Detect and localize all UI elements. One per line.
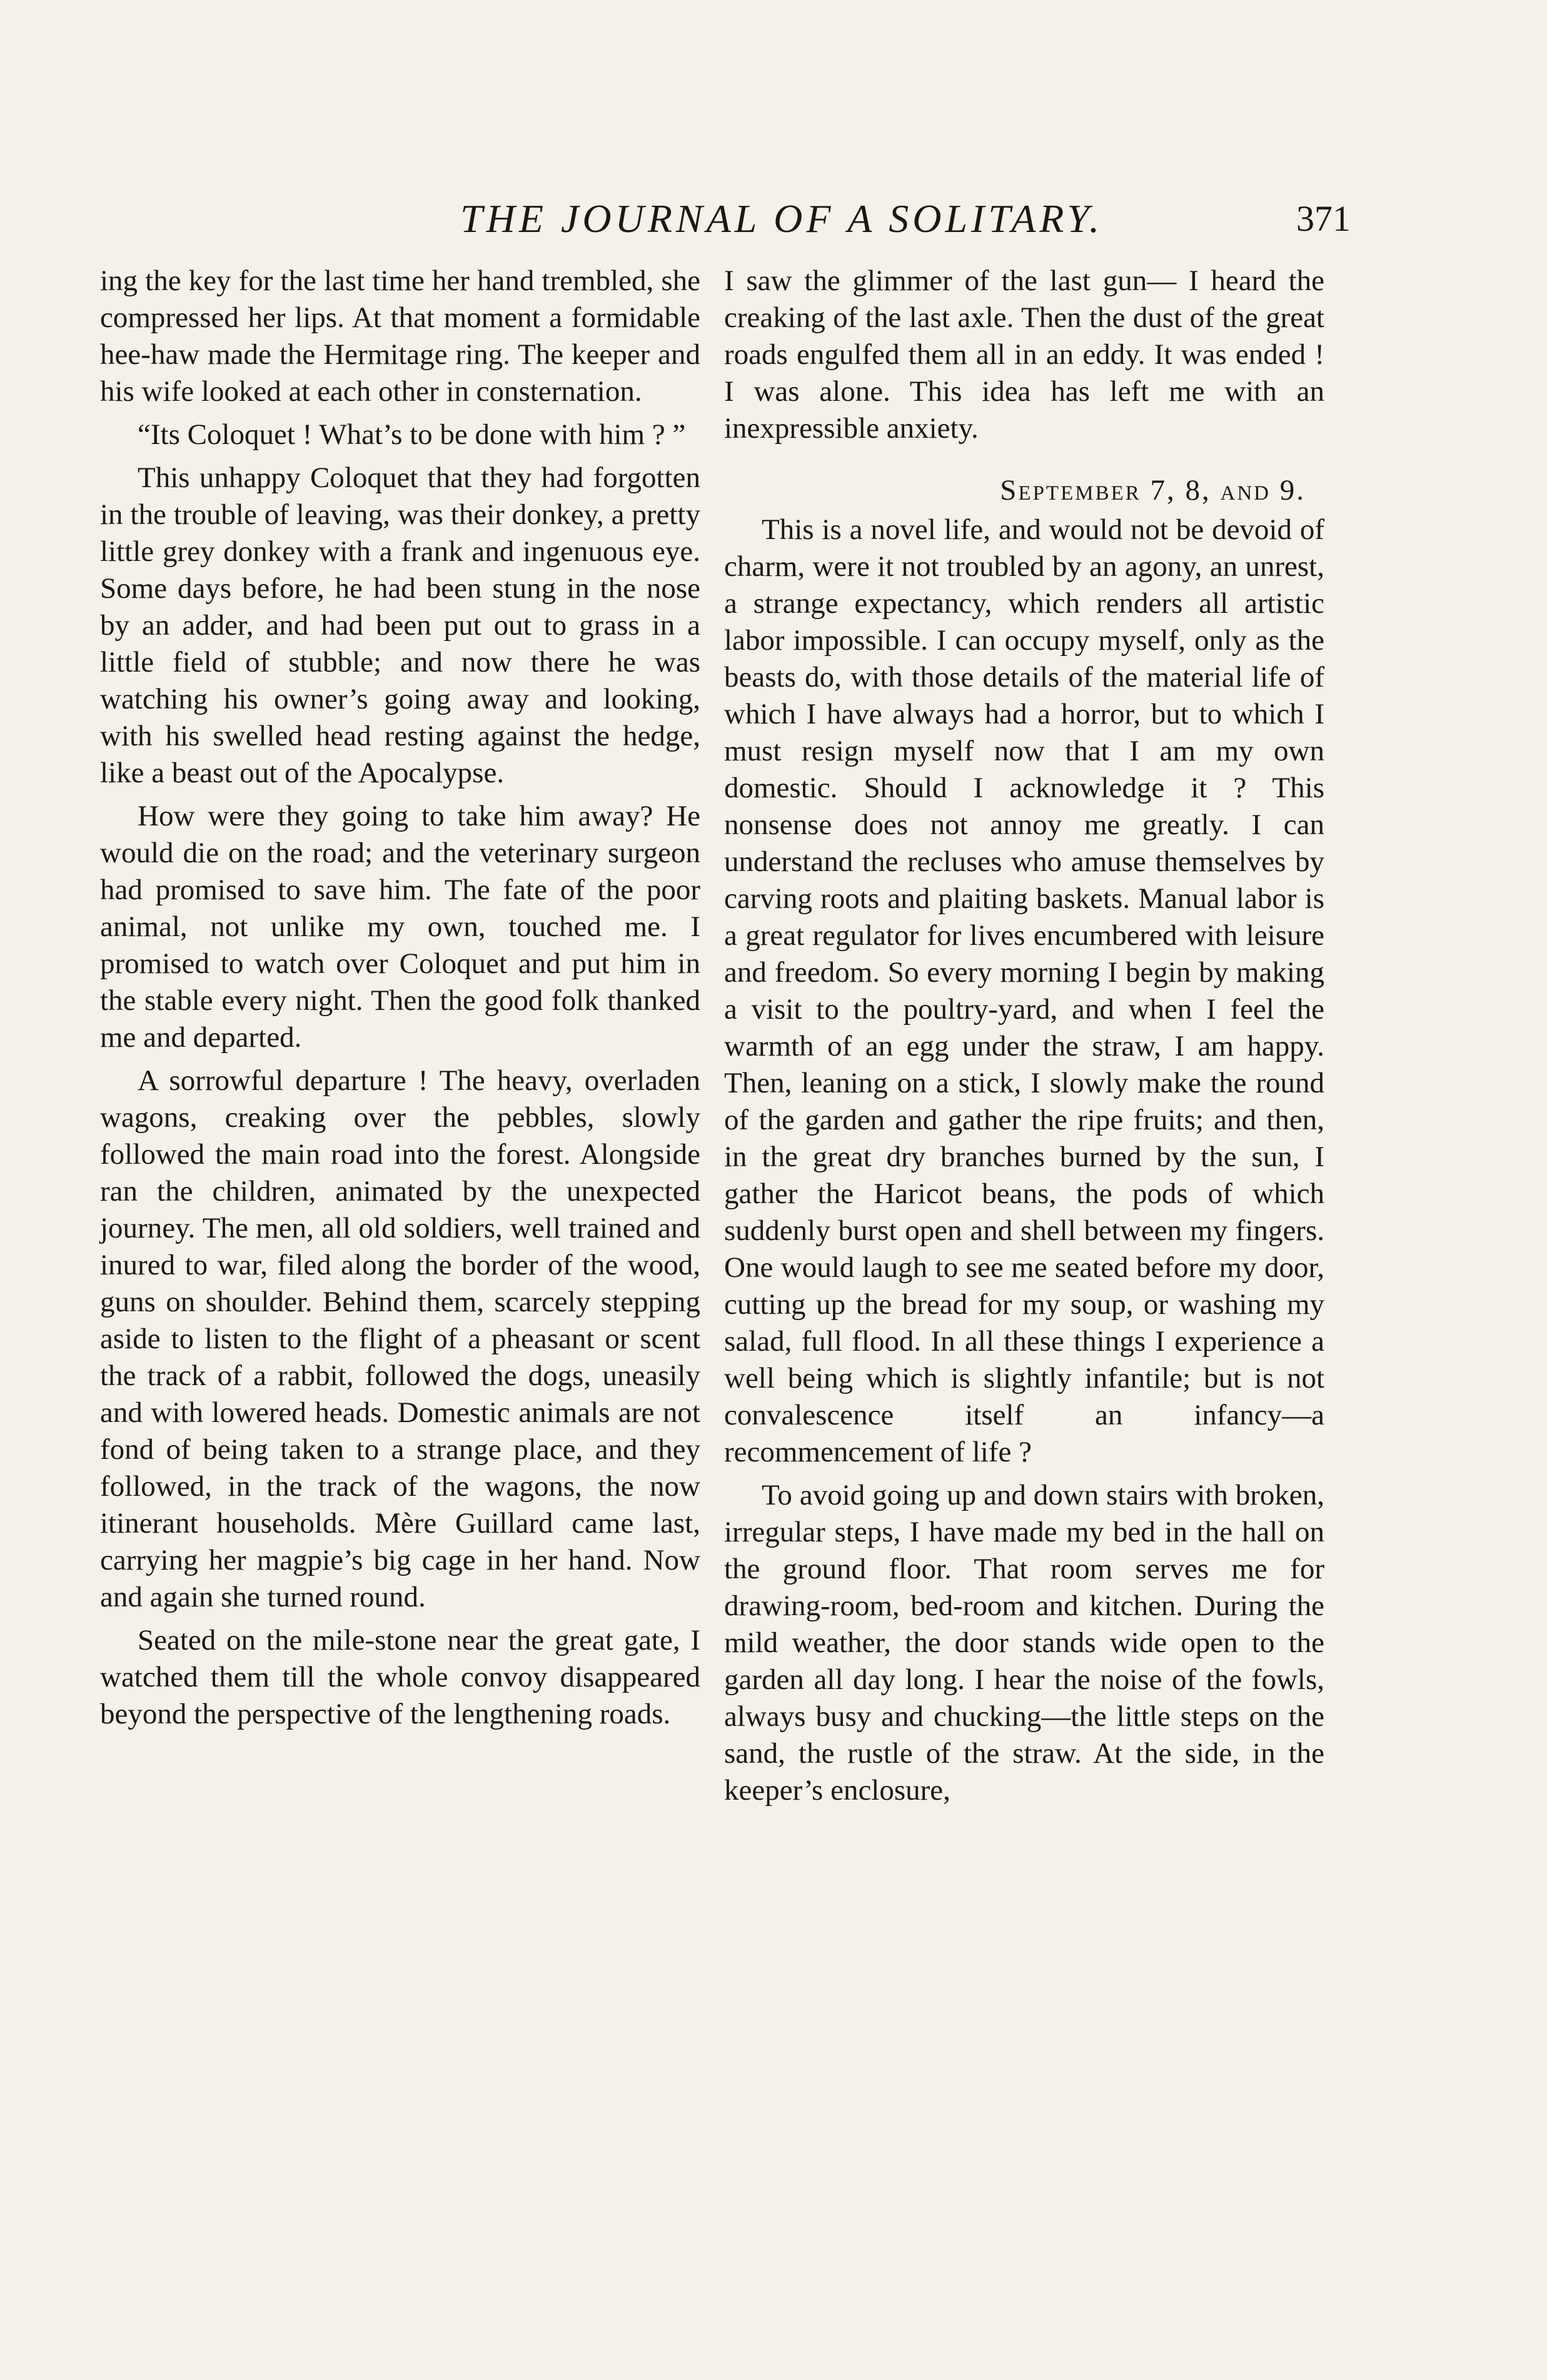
paragraph: This is a novel life, and would not be devoid of charm, were it not troubled by an agony, an unrest, a strange expectancy, which renders all artistic labor impossible. I can occupy myself, only as the beasts do, with those details of the material life of which I have always had a horror, but to which I must resign myself now that I am my own domestic. Should I acknowledge it ? This nonsense does not annoy me greatly. I can understand the recluses who amuse themselves by carving roots and plaiting baskets. Manual labor is a great regulator for lives encumbered with leisure and freedom. So every morning I begin by making a visit to the poultry-yard, and when I feel the warmth of an egg under the straw, I am happy. Then, leaning on a stick, I slowly make the round of the garden and gather the ripe fruits; and then, in the great dry branches burned by the sun, I gather the Haricot beans, the pods of which suddenly burst open and shell between my fingers. One would laugh to see me seated before my door, cutting up the bread for my soup, or washing my salad, full flood. In all these things I experience a well being which is slightly infantile; but is not convalescence itself an infancy—a recommencement of life ? xyxy=(724,513,1324,1468)
left-column xyxy=(100,263,700,1739)
date-heading: September 7, 8, and 9. xyxy=(1000,474,1306,507)
paragraph: A sorrowful departure ! The heavy, overladen wagons, creaking over the pebbles, slowly followed the main road into the forest. Alongside ran the children, animated by the unexpected journey. The men, all old soldiers, well trained and inured to war, filed along the border of the wood, guns on shoulder. Behind them, scarcely stepping aside to listen to the flight of a pheasant or scent the track of a rabbit, followed the dogs, uneasily and with lowered heads. Domestic animals are not fond of being taken to a strange place, and they followed, in the track of the wagons, the now itinerant households. Mère Guillard came last, carrying her magpie’s big cage in her hand. Now and again she turned round. xyxy=(100,1064,700,1613)
paragraph: “Its Coloquet ! What’s to be done with him ? ” xyxy=(138,418,686,451)
running-title: THE JOURNAL OF A SOLITARY. xyxy=(460,196,1103,241)
paragraph: To avoid going up and down stairs with broken, irregular steps, I have made my bed in the hall on the ground floor. That room serves me for drawing-room, bed-room and kitchen. During the mild weather, the door stands wide open to the garden all day long. I hear the noise of the fowls, always busy and chucking—the little steps on the sand, the rustle of the straw. At the side, in the keeper’s enclosure, xyxy=(724,1479,1324,1807)
page-number: 371 xyxy=(1296,198,1351,239)
paragraph: ing the key for the last time her hand trembled, she compressed her lips. At that moment a formidable hee-haw made the Hermitage ring. The keeper and his wife looked at each other in consternation. xyxy=(100,265,700,408)
page-header xyxy=(0,188,1547,250)
paragraph: How were they going to take him away? He would die on the road; and the veterinary surgeon had promised to save him. The fate of the poor animal, not unlike my own, touched me. I promised to watch over Coloquet and put him in the stable every night. Then the good folk thanked me and departed. xyxy=(100,800,700,1054)
paragraph: Seated on the mile-stone near the great gate, I watched them till the whole convoy disappeared beyond the perspective of the lengthening roads. xyxy=(100,1624,700,1730)
paragraph: This unhappy Coloquet that they had forgotten in the trouble of leaving, was their donkey, a pretty little grey donkey with a frank and ingenuous eye. Some days before, he had been stung in the nose by an adder, and had been put out to grass in a little field of stubble; and now there he was watching his owner’s going away and looking, with his swelled head resting against the hedge, like a beast out of the Apocalypse. xyxy=(100,461,700,789)
paragraph: I saw the glimmer of the last gun— I heard the creaking of the last axle. Then the dust of the great roads engulfed them all in an eddy. It was ended ! I was alone. This idea has left me with an inexpressible anxiety. xyxy=(724,265,1324,445)
right-column xyxy=(724,263,1324,1815)
